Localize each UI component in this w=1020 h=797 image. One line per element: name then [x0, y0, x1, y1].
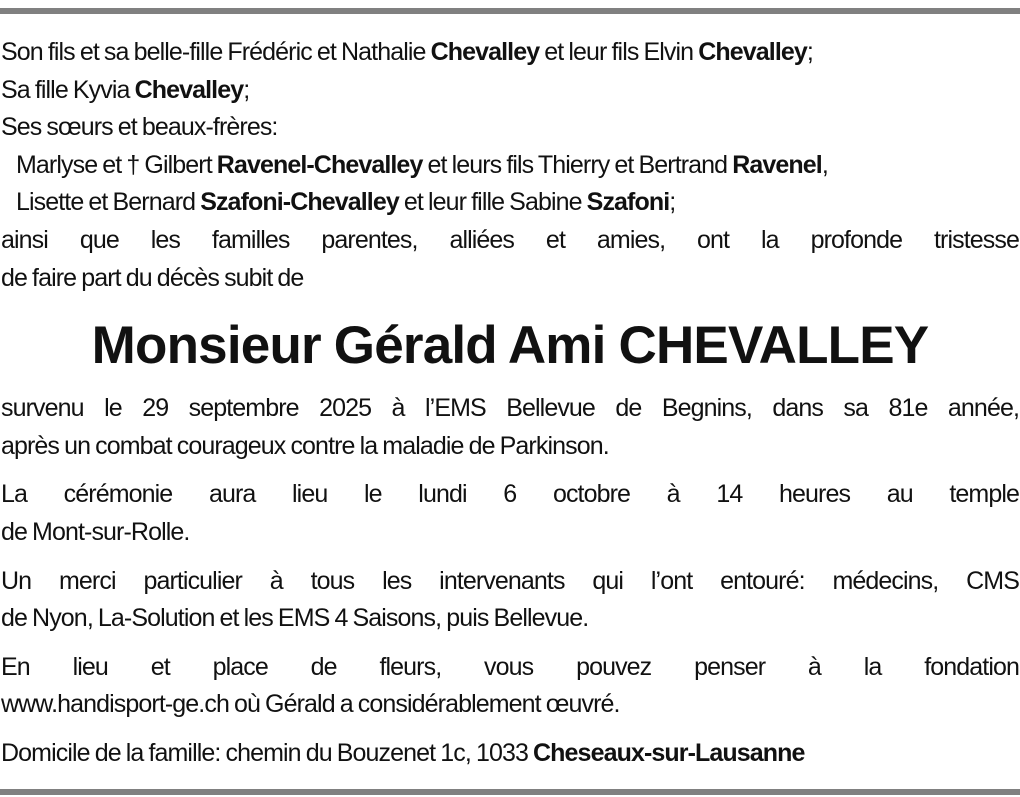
sister1-line	[1, 147, 1019, 185]
flowers-paragraph	[1, 649, 1019, 724]
sister2-children-surname: Szafoni	[586, 188, 670, 217]
thanks-line-2: de Nyon, La-Solution et les EMS 4 Saisons, puis Bellevue.	[1, 604, 589, 633]
sister1-middle-text: et leurs fils Thierry et Bertrand	[422, 150, 733, 179]
top-rule	[0, 8, 1020, 14]
sister1-text: Marlyse et † Gilbert	[16, 150, 217, 179]
sister2-text: Lisette et Bernard	[16, 188, 201, 217]
closing-line-1: ainsi que les familles parentes, alliées et amies, ont la profonde tristesse	[1, 225, 1019, 254]
thanks-paragraph	[1, 563, 1019, 638]
domicile-address: Domicile de la famille: chemin du Bouzenet 1c, 1033	[1, 738, 534, 767]
sister2-middle-text: et leur fille Sabine	[398, 188, 587, 217]
sister2-line	[1, 184, 1019, 222]
closing-line-2: de faire part du décès subit de	[1, 263, 304, 292]
ceremony-line-2: de Mont-sur-Rolle.	[1, 517, 190, 546]
death-paragraph	[1, 390, 1019, 465]
domicile-paragraph	[1, 735, 1019, 773]
thanks-line-1: Un merci particulier à tous les intervenants qui l’ont entouré: médecins, CMS	[1, 566, 1019, 595]
sister2-surname: Szafoni-Chevalley	[200, 188, 399, 217]
ceremony-paragraph	[1, 476, 1019, 551]
sister1-line-end: ,	[821, 150, 828, 179]
ceremony-line-1: La cérémonie aura lieu le lundi 6 octobre à 14 heures au temple	[1, 480, 1019, 509]
sister2-line-end: ;	[669, 188, 676, 217]
siblings-intro: Ses sœurs et beaux-frères:	[1, 113, 278, 142]
sister1-surname: Ravenel-Chevalley	[216, 150, 423, 179]
bottom-rule	[0, 789, 1020, 795]
death-notice	[1, 34, 1019, 773]
son-line-end: ;	[806, 38, 813, 66]
sister1-children-surname: Ravenel	[732, 150, 822, 179]
flowers-line-2: www.handisport-ge.ch où Gérald a considérablement œuvré.	[1, 690, 620, 719]
flowers-line-1: En lieu et place de fleurs, vous pouvez penser à la fondation	[1, 652, 1019, 681]
domicile-place: Cheseaux-sur-Lausanne	[533, 738, 805, 767]
son-text: Son fils et sa belle-fille Frédéric et Nathalie	[1, 38, 431, 66]
daughter-surname: Chevalley	[134, 75, 244, 104]
son-middle-text: et leur fils Elvin	[539, 38, 699, 66]
death-line-2: après un combat courageux contre la maladie de Parkinson.	[1, 431, 609, 460]
death-line-1: survenu le 29 septembre 2025 à l’EMS Bellevue de Begnins, dans sa 81e année,	[1, 394, 1019, 423]
daughter-text: Sa fille Kyvia	[1, 75, 135, 104]
deceased-name: Monsieur Gérald Ami CHEVALLEY	[91, 316, 929, 376]
daughter-line-end: ;	[243, 75, 250, 104]
grandson-surname: Chevalley	[698, 38, 807, 66]
domicile-line	[1, 735, 1019, 773]
daughter-line	[1, 72, 1019, 110]
son-line	[1, 34, 1019, 72]
son-surname: Chevalley	[430, 38, 540, 66]
